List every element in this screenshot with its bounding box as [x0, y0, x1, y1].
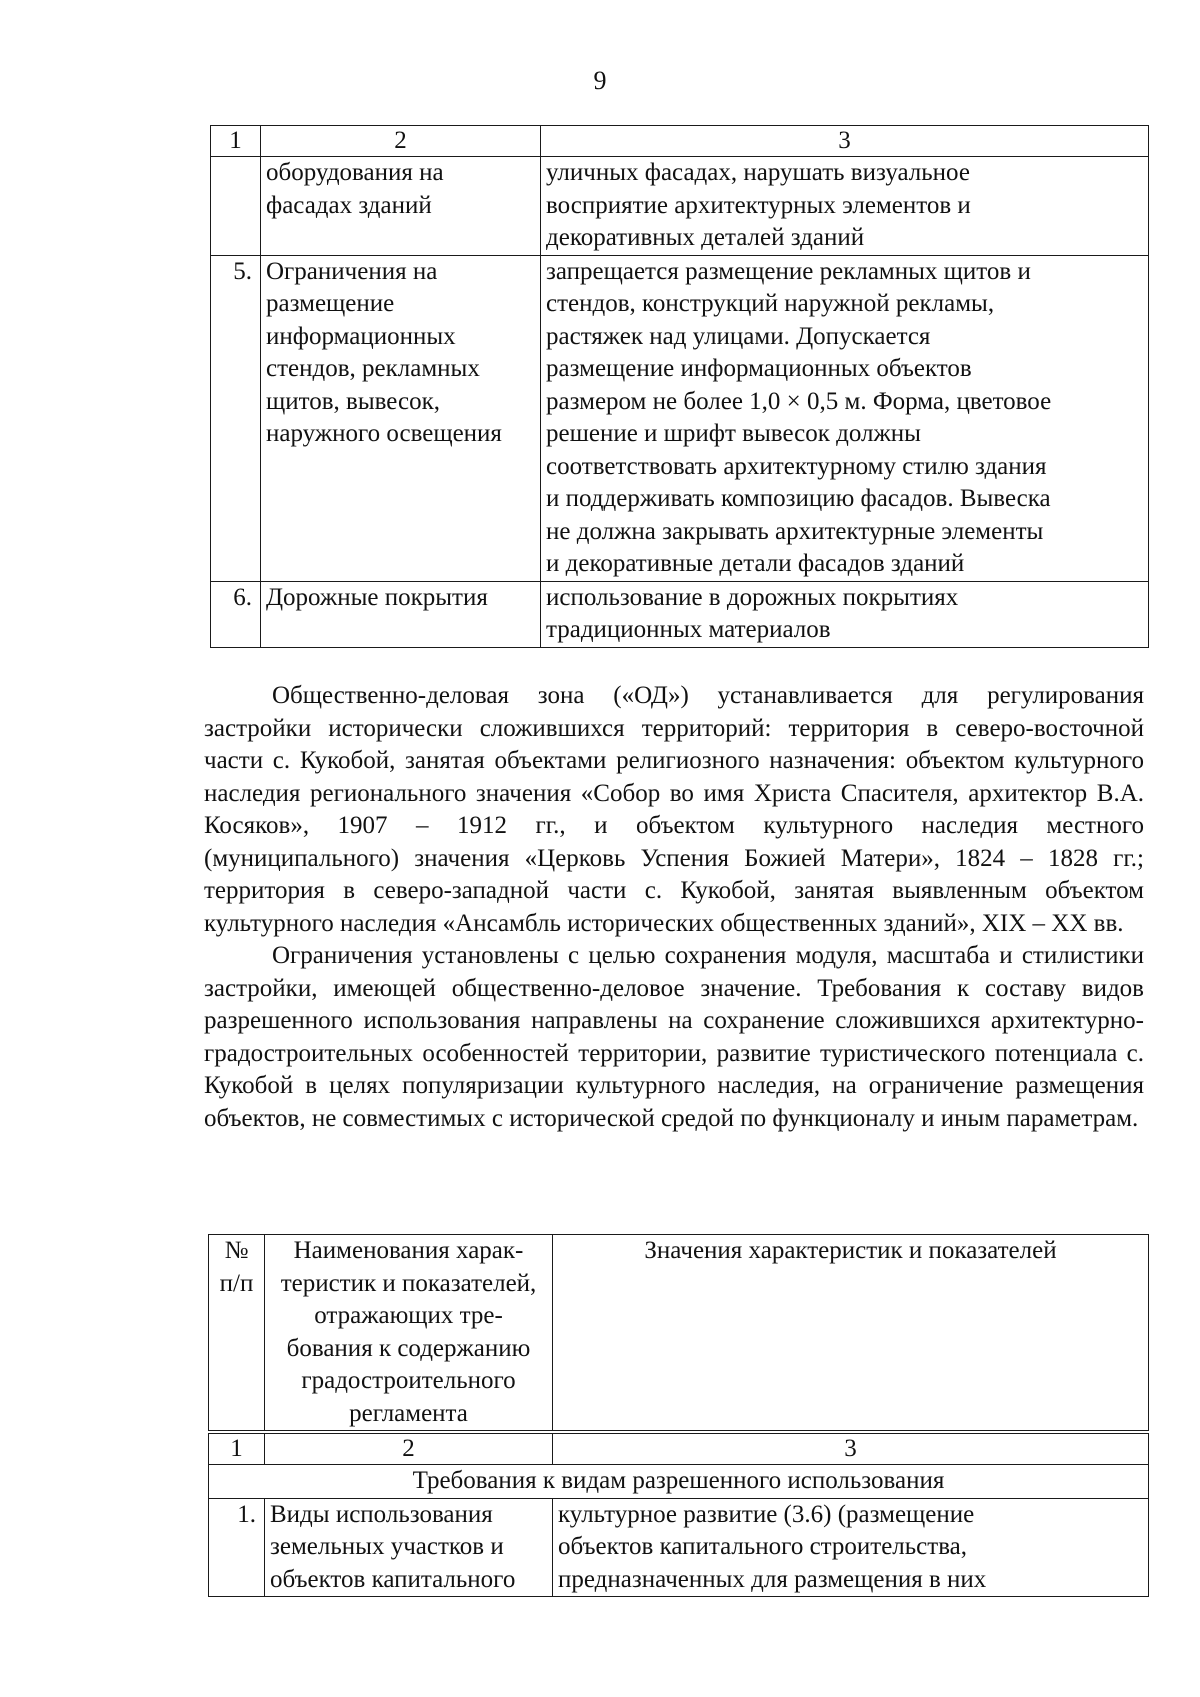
table-row	[209, 1498, 1149, 1597]
row-number	[211, 157, 261, 256]
table-row	[211, 581, 1149, 647]
restrictions-table-continued	[210, 125, 1149, 648]
page-number: 9	[593, 66, 607, 95]
header-number: № п/п	[209, 1235, 265, 1433]
column-number-3: 3	[541, 126, 1149, 157]
row-name: Дорожные покрытия	[261, 581, 541, 647]
column-number-2: 2	[265, 1432, 553, 1465]
row-value: использование в дорожных покрытиях традиционных материалов	[541, 581, 1149, 647]
body-text	[204, 680, 1144, 1135]
row-name: Ограничения на размещение информационных стендов, рекламных щитов, вывесок, наружного освещения	[261, 255, 541, 581]
table-row	[211, 157, 1149, 256]
row-name: Виды использования земельных участков и объектов капитального	[265, 1498, 553, 1597]
row-number: 5.	[211, 255, 261, 581]
column-number-3: 3	[553, 1432, 1149, 1465]
table-header-row	[209, 1235, 1149, 1433]
row-number: 1.	[209, 1498, 265, 1597]
paragraph-zone-description: Общественно-деловая зона («ОД») устанавливается для регулирования застройки исторически сложившихся территорий: территория в северо-восточной части с. Кукобой, занятая объектами религиозного назначения: объектом культурного наследия регионального значения «Собор во имя Христа Спасителя, архитектор В.А. Косяков», 1907 – 1912 гг., и объектом культурного наследия местного (муниципального) значения «Церковь Успения Божией Матери», 1824 – 1828 гг.; территория в северо-западной части с. Кукобой, занятая выявленным объектом культурного наследия «Ансамбль исторических общественных зданий», XIX – XX вв.	[204, 682, 1144, 937]
section-title-row	[209, 1465, 1149, 1499]
row-number: 6.	[211, 581, 261, 647]
table-row	[211, 255, 1149, 581]
section-title: Требования к видам разрешенного использования	[209, 1465, 1149, 1499]
header-value: Значения характеристик и показателей	[553, 1235, 1149, 1433]
column-number-2: 2	[261, 126, 541, 157]
column-number-row	[209, 1432, 1149, 1465]
row-value: запрещается размещение рекламных щитов и стендов, конструкций наружной рекламы, растяжек над улицами. Допускается размещение информационных объектов размером не более 1,0 × 0,5 м. Форма, цветовое решение и шрифт вывесок должны соответствовать архитектурному стилю здания и поддерживать композицию фасадов. Вывеска не должна закрывать архитектурные элементы и декоративные детали фасадов зданий	[541, 255, 1149, 581]
paragraph-restrictions-purpose: Ограничения установлены с целью сохранения модуля, масштаба и стилистики застройки, имеющей общественно-деловое значение. Требования к составу видов разрешенного использования направлены на сохранение сложившихся архитектурно-градостроительных особенностей территории, развитие туристического потенциала с. Кукобой в целях популяризации культурного наследия, на ограничение размещения объектов, не совместимых с исторической средой по функционалу и иным параметрам.	[204, 942, 1144, 1132]
column-number-1: 1	[211, 126, 261, 157]
row-value: уличных фасадах, нарушать визуальное восприятие архитектурных элементов и декоративных деталей зданий	[541, 157, 1149, 256]
row-name: оборудования на фасадах зданий	[261, 157, 541, 256]
header-name: Наименования харак- теристик и показателей, отражающих тре- бования к содержанию градостроительного регламента	[265, 1235, 553, 1433]
column-number-row	[211, 126, 1149, 157]
zone-od-requirements-table	[208, 1234, 1149, 1597]
column-number-1: 1	[209, 1432, 265, 1465]
row-value: культурное развитие (3.6) (размещение объектов капитального строительства, предназначенных для размещения в них	[553, 1498, 1149, 1597]
